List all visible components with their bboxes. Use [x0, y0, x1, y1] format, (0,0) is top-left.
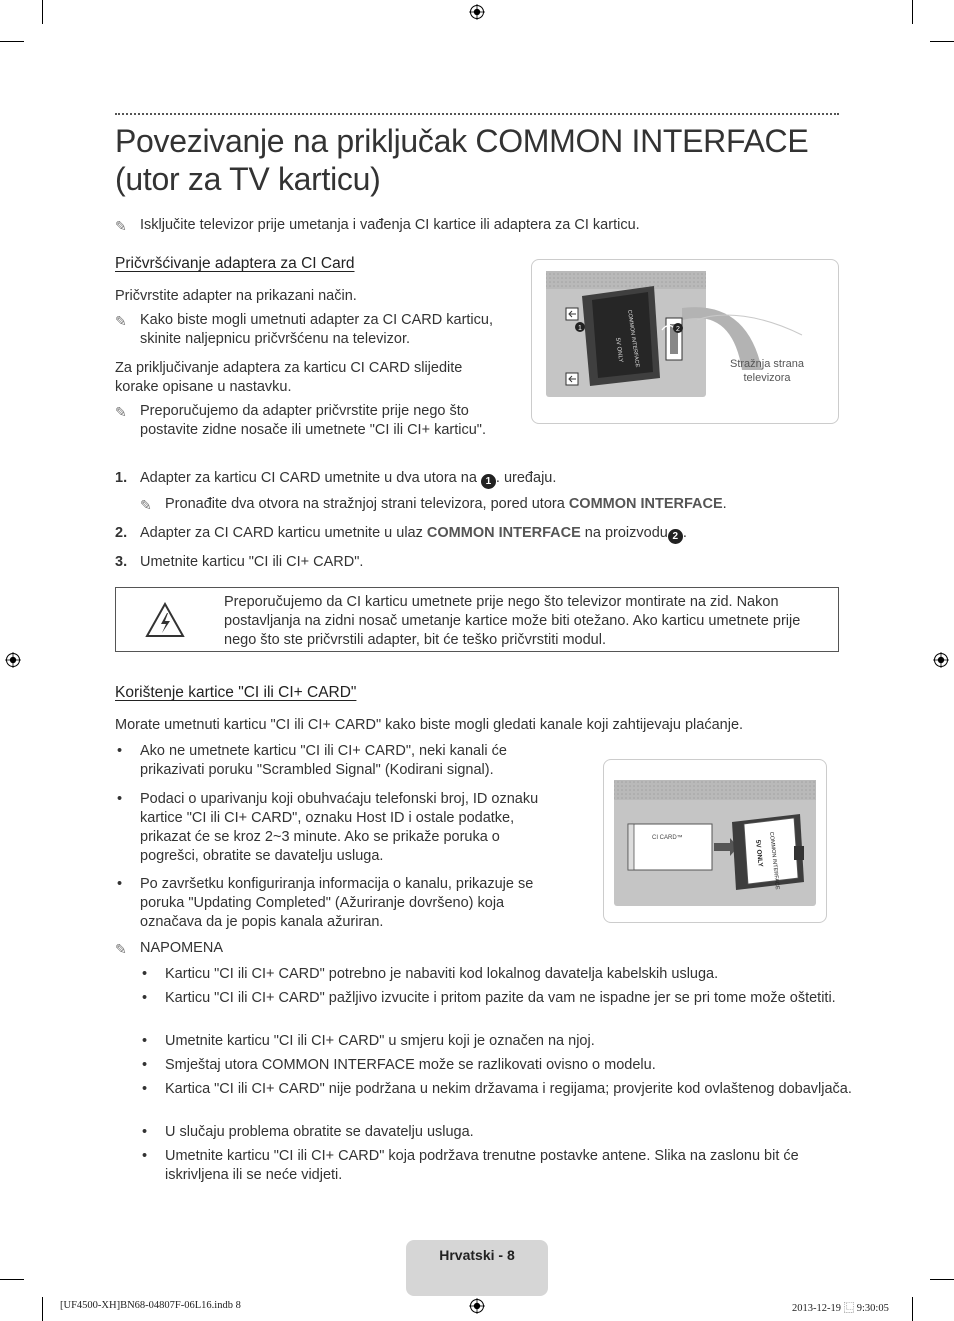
bullet-dot: •	[142, 1124, 148, 1140]
bullet-dot: •	[117, 791, 123, 807]
bullet-item	[115, 742, 560, 780]
warning-triangle-icon	[145, 602, 185, 638]
bullet-dot: •	[142, 1148, 148, 1164]
paragraph: Morate umetnuti karticu "CI ili CI+ CARD" kako biste mogli gledati kanale koji zahtijevaju plaćanje.	[115, 717, 744, 733]
registration-mark-icon	[469, 4, 485, 20]
step-3	[115, 553, 860, 572]
bullet-dot: •	[142, 990, 148, 1006]
note-item	[140, 1056, 855, 1075]
callout-2-marker: 2	[668, 529, 683, 544]
crop-mark	[42, 0, 43, 24]
bullet-dot: •	[117, 743, 123, 759]
note-text: Preporučujemo da adapter pričvrstite prije nego što postavite zidne nosače ili umetnete "CI ili CI+ karticu".	[140, 403, 486, 438]
step-text: Umetnite karticu "CI ili CI+ CARD".	[140, 554, 364, 570]
adapter-label: COMMON INTERFACE	[626, 309, 641, 368]
ci-card-figure	[603, 759, 827, 923]
note-emphasis: COMMON INTERFACE	[568, 496, 723, 512]
note-item	[140, 1080, 855, 1099]
pencil-note-icon: ✎	[115, 941, 127, 957]
note	[115, 402, 500, 440]
bullet-item	[115, 790, 560, 866]
warning-box	[115, 587, 839, 652]
note-text: .	[722, 496, 727, 512]
tv-back-illustration	[532, 260, 838, 423]
print-timestamp: 2013-12-19 ⿺ 9:30:05	[792, 1303, 889, 1314]
step-number: 3.	[115, 554, 128, 570]
note-label: NAPOMENA	[140, 940, 223, 956]
registration-mark-icon	[469, 1298, 485, 1314]
crop-mark	[0, 1279, 24, 1280]
paragraph: Za priključivanje adaptera za karticu CI CARD slijedite korake opisane u nastavku.	[115, 360, 463, 395]
ci-card-illustration	[604, 760, 826, 922]
step-emphasis: COMMON INTERFACE	[426, 525, 581, 541]
bullet-dot: •	[142, 1057, 148, 1073]
bullet-dot: •	[142, 1033, 148, 1049]
page-title-line: Povezivanje na priključak COMMON INTERFACE	[115, 123, 809, 159]
title-rule	[115, 113, 839, 115]
page-number: Hrvatski - 8	[439, 1247, 515, 1263]
callout-2-label: 2	[676, 326, 680, 333]
step-text: . uređaju.	[495, 470, 557, 486]
note-item	[140, 1032, 855, 1051]
note-item-text: Smještaj utora COMMON INTERFACE može se razlikovati ovisno o modelu.	[165, 1057, 656, 1073]
step-text: na proizvodu	[580, 525, 668, 541]
note-item-text: U slučaju problema obratite se davatelju usluga.	[165, 1124, 474, 1140]
note-item-text: Karticu "CI ili CI+ CARD" potrebno je nabaviti kod lokalnog davatelja kabelskih usluga.	[165, 966, 719, 982]
note-item	[140, 1123, 855, 1142]
intro-note	[115, 216, 870, 235]
note-text: Pronađite dva otvora na stražnjoj strani televizora, pored utora	[165, 496, 569, 512]
pencil-note-icon: ✎	[115, 404, 127, 420]
note-item-text: Kartica "CI ili CI+ CARD" nije podržana u nekim državama i regijama; provjerite kod ovlaštenog dobavljača.	[165, 1081, 852, 1097]
page-title-line: (utor za TV karticu)	[115, 161, 381, 197]
note-text: Kako biste mogli umetnuti adapter za CI CARD karticu, skinite naljepnicu pričvršćenu na televizor.	[140, 312, 493, 347]
napomena-note	[115, 939, 440, 958]
crop-mark	[912, 1297, 913, 1321]
bullet-text: Po završetku konfiguriranja informacija o kanalu, prikazuje se poruka "Updating Completed" (Ažuriranje dovršeno) koja označava da je popis kanala ažuriran.	[140, 876, 534, 930]
bullet-dot: •	[142, 966, 148, 982]
note-item-text: Umetnite karticu "CI ili CI+ CARD" koja podržava trenutne postavke antene. Slika na zaslonu bit će iskrivljena ili se neće vidjeti.	[165, 1148, 799, 1183]
note-item-text: Umetnite karticu "CI ili CI+ CARD" u smjeru koji je označen na njoj.	[165, 1033, 595, 1049]
step-1	[115, 469, 860, 489]
intro-note-text: Isključite televizor prije umetanja i vađenja CI kartice ili adaptera za CI karticu.	[140, 217, 640, 233]
registration-mark-icon	[933, 652, 949, 668]
print-file-info: [UF4500-XH]BN68-04807F-06L16.indb 8	[60, 1300, 241, 1311]
slot-label: 5V ONLY	[754, 839, 764, 868]
bullet-text: Podaci o uparivanju koji obuhvaćaju telefonski broj, ID oznaku kartice "CI ili CI+ CARD", oznaku Host ID i ostale podatke, prikazat će se kroz 2~3 minute. Ako se prikaže poruka o pogrešci, obratite se davatelju usluga.	[140, 791, 539, 864]
step-2	[115, 524, 860, 544]
note	[115, 311, 520, 349]
page-number-tab	[406, 1240, 548, 1296]
section-heading: Pričvršćivanje adaptera za CI Card	[115, 255, 355, 272]
adapter-label: 5V ONLY	[614, 337, 624, 363]
registration-mark-icon	[5, 652, 21, 668]
note-item	[140, 1147, 855, 1185]
bullet-dot: •	[142, 1081, 148, 1097]
slot-label: COMMON INTERFACE	[768, 831, 781, 890]
note-item	[140, 989, 855, 1008]
pencil-note-icon: ✎	[140, 497, 152, 513]
step-text: Adapter za CI CARD karticu umetnite u ulaz	[140, 525, 427, 541]
pencil-note-icon: ✎	[115, 218, 127, 234]
step-number: 1.	[115, 470, 128, 486]
section-heading: Korištenje kartice "CI ili CI+ CARD"	[115, 684, 357, 701]
note-item-text: Karticu "CI ili CI+ CARD" pažljivo izvucite i pritom pazite da vam ne ispadne jer se pri tome može oštetiti.	[165, 990, 836, 1006]
warning-text: Preporučujemo da CI karticu umetnete prije nego što televizor montirate na zid. Nakon postavljanja na zidni nosač umetanje kartice može biti otežano. Ako karticu umetnete prije nego što ste pričvrstili adapter, bit će teško pričvrstiti modul.	[224, 594, 801, 648]
page-title	[115, 122, 835, 198]
crop-mark	[912, 0, 913, 24]
step-text: Adapter za karticu CI CARD umetnite u dva utora na	[140, 470, 481, 486]
pencil-note-icon: ✎	[115, 313, 127, 329]
ci-card-label: CI CARD™	[652, 835, 683, 841]
crop-mark	[930, 41, 954, 42]
paragraph: Pričvrstite adapter na prikazani način.	[115, 288, 357, 304]
note-item	[140, 965, 865, 984]
bullet-text: Ako ne umetnete karticu "CI ili CI+ CARD", neki kanali će prikazivati poruku "Scrambled Signal" (Kodirani signal).	[140, 743, 507, 778]
step-1-note	[140, 495, 865, 514]
bullet-item	[115, 875, 560, 932]
crop-mark	[0, 41, 24, 42]
step-number: 2.	[115, 525, 128, 541]
crop-mark	[930, 1279, 954, 1280]
bullet-dot: •	[117, 876, 123, 892]
callout-1-marker: 1	[481, 474, 496, 489]
callout-1-label: 1	[578, 325, 582, 332]
step-text: .	[682, 525, 687, 541]
figure-caption: Stražnja strana televizora	[730, 358, 804, 384]
crop-mark	[42, 1297, 43, 1321]
adapter-figure	[531, 259, 839, 424]
